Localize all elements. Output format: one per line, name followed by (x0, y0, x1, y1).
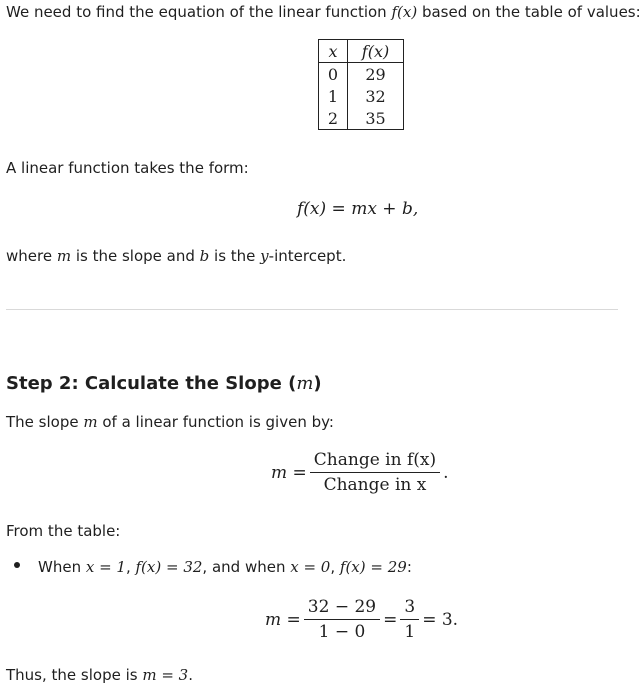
table-header-row (319, 40, 404, 63)
cell-fx: 32 (348, 85, 404, 107)
section-divider (6, 309, 618, 310)
slope-calculation: m = $\frac{32 - 29}{1 - 0}$ = $\frac{3}{1}$ = 3. (265, 597, 459, 642)
cell-x: 2 (319, 107, 348, 130)
calc-fraction-2: $\frac{3}{1}$ (400, 597, 419, 642)
values-table (318, 39, 404, 130)
table-row (319, 107, 404, 130)
conclusion-text: Thus, the slope is m = 3. (6, 666, 193, 684)
table-row (319, 63, 404, 86)
header-x: x (319, 40, 348, 63)
cell-x: 1 (319, 85, 348, 107)
linear-equation: f(x) = mx + b, (297, 199, 419, 219)
step2-heading: Step 2: Calculate the Slope (m) (6, 373, 322, 394)
bullet-item: When x = 1, f(x) = 32, and when x = 0, f(x) = 29: (38, 558, 412, 576)
slope-definition-text: The slope m of a linear function is given by: (6, 413, 334, 431)
linear-form-text: A linear function takes the form: (6, 159, 249, 177)
header-fx: f(x) (348, 40, 404, 63)
table-row (319, 85, 404, 107)
fx-math: f(x) (391, 3, 418, 21)
intro-text: We need to find the equation of the linear function f(x) based on the table of values: (6, 3, 641, 21)
slope-fraction: $\frac{\text{Change in f(x)}}{\text{Change in x}}$ (310, 450, 440, 495)
calc-fraction-1: $\frac{32 - 29}{1 - 0}$ (304, 597, 380, 642)
slope-formula: m = $\frac{\text{Change in f(x)}}{\text{Change in x}}$ . (271, 450, 449, 495)
cell-x: 0 (319, 63, 348, 86)
from-table-text: From the table: (6, 522, 121, 540)
where-text: where m is the slope and b is the y-intercept. (6, 247, 347, 265)
cell-fx: 29 (348, 63, 404, 86)
cell-fx: 35 (348, 107, 404, 130)
bullet-dot (14, 562, 20, 568)
